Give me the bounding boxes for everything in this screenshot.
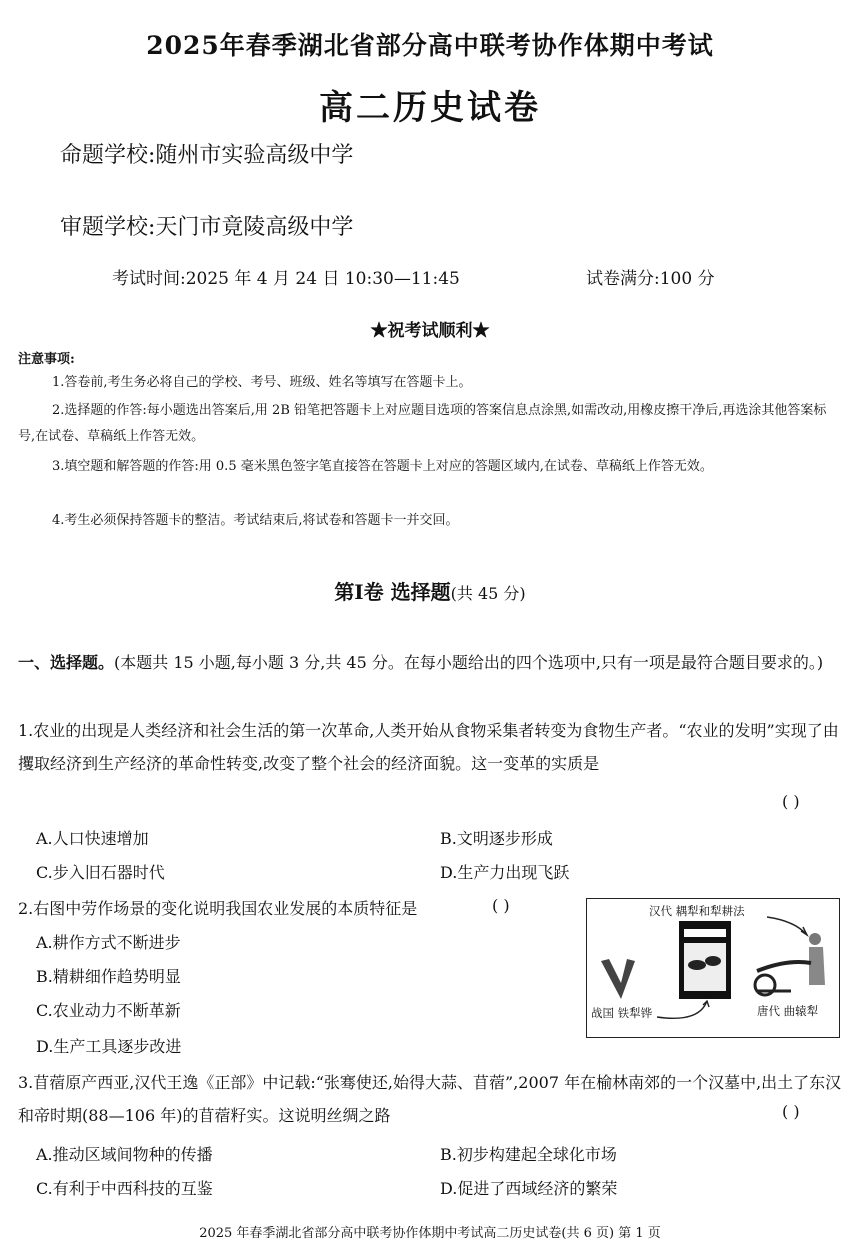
exam-time: 考试时间:2025 年 4 月 24 日 10:30—11:45 bbox=[112, 269, 460, 289]
part-instructions: (本题共 15 小题,每小题 3 分,共 45 分。在每小题给出的四个选项中,只有一项是最符合题目要求的。) bbox=[114, 653, 824, 672]
note-item: 3.填空题和解答题的作答:用 0.5 毫米黑色签字笔直接答在答题卡上对应的答题区域内,在试卷、草稿纸上作答无效。 bbox=[52, 459, 713, 474]
option-b: B.文明逐步形成 bbox=[440, 829, 553, 848]
option-d: D.生产力出现飞跃 bbox=[440, 863, 570, 882]
option-a: A.人口快速增加 bbox=[36, 829, 149, 848]
section-title-text: 第Ⅰ卷 选择题 bbox=[334, 580, 451, 604]
question-stem: 1.农业的出现是人类经济和社会生活的第一次革命,人类开始从食物采集者转变为食物生产者。“农业的发明”实现了由攫取经济到生产经济的革命性转变,改变了整个社会的经济面貌。这一变革的实质是 bbox=[18, 721, 839, 773]
option-a: A.耕作方式不断进步 bbox=[36, 933, 181, 952]
part-heading bbox=[18, 646, 846, 679]
part-label: 一、选择题。 bbox=[18, 653, 115, 672]
subject-title: 高二历史试卷 bbox=[319, 88, 541, 128]
full-score: 试卷满分:100 分 bbox=[586, 269, 715, 289]
section-title bbox=[0, 576, 860, 605]
option-c: C.有利于中西科技的互鉴 bbox=[36, 1179, 213, 1198]
note-item: 2.选择题的作答:每小题选出答案后,用 2B 铅笔把答题卡上对应题目选项的答案信息点涂黑,如需改动,用橡皮擦干净后,再选涂其他答案标号,在试卷、草稿纸上作答无效。 bbox=[18, 403, 827, 444]
note-item: 4.考生必须保持答题卡的整洁。考试结束后,将试卷和答题卡一并交回。 bbox=[52, 513, 459, 528]
reviewer-school: 审题学校:天门市竟陵高级中学 bbox=[60, 215, 354, 240]
label-warring-states: 战国 铁犁铧 bbox=[591, 1006, 653, 1020]
answer-paren: ( ) bbox=[492, 896, 510, 915]
option-c: C.步入旧石器时代 bbox=[36, 863, 165, 882]
wish-banner: ★祝考试顺利★ bbox=[370, 321, 490, 341]
farming-figure bbox=[586, 898, 840, 1038]
section-score: (共 45 分) bbox=[450, 584, 526, 603]
option-c: C.农业动力不断革新 bbox=[36, 1001, 181, 1020]
page-footer: 2025 年春季湖北省部分高中联考协作体期中考试高二历史试卷(共 6 页) 第 1 页 bbox=[199, 1226, 661, 1241]
note-item: 1.答卷前,考生务必将自己的学校、考号、班级、姓名等填写在答题卡上。 bbox=[52, 375, 472, 390]
question-stem: 2.右图中劳作场景的变化说明我国农业发展的本质特征是 bbox=[18, 899, 418, 918]
option-b: B.初步构建起全球化市场 bbox=[440, 1145, 617, 1164]
label-han: 汉代 耦犁和犁耕法 bbox=[649, 904, 745, 918]
plowshare-shape bbox=[601, 959, 635, 999]
notes-heading: 注意事项: bbox=[18, 352, 75, 367]
label-tang: 唐代 曲辕犁 bbox=[757, 1004, 819, 1018]
option-d: D.促进了西域经济的繁荣 bbox=[440, 1179, 618, 1198]
option-a: A.推动区域间物种的传播 bbox=[36, 1145, 213, 1164]
setter-school: 命题学校:随州市实验高级中学 bbox=[60, 143, 354, 168]
option-d: D.生产工具逐步改进 bbox=[36, 1037, 182, 1056]
option-b: B.精耕细作趋势明显 bbox=[36, 967, 181, 986]
answer-paren: ( ) bbox=[782, 1102, 800, 1121]
question-stem: 3.苜蓿原产西亚,汉代王逸《正部》中记载:“张骞使还,始得大蒜、苜蓿”,2007 年在榆林南郊的一个汉墓中,出土了东汉和帝时期(88—106 年)的苜蓿籽实。这说明丝绸之路 bbox=[18, 1073, 842, 1125]
answer-paren: ( ) bbox=[782, 792, 800, 811]
exam-title: 2025年春季湖北省部分高中联考协作体期中考试 bbox=[146, 31, 714, 60]
